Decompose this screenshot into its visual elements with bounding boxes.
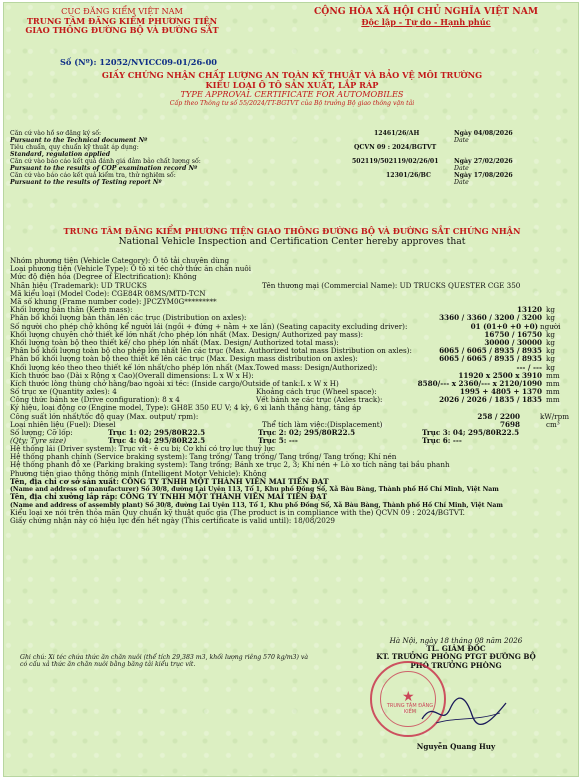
tyre-axle-4: Trục 4: 04; 295/80R22.5 — [108, 436, 206, 446]
spec-section — [10, 257, 570, 525]
spec-label: Khối lượng kéo theo theo thiết kế lớn nhất/cho phép lớn nhất (Max.Towed mass: Design/Authorized): — [10, 362, 378, 372]
spec-label: Vết bánh xe các trục (Axles track): — [256, 395, 383, 405]
signatory-title-1: TL. GIÁM ĐỐC — [426, 644, 486, 654]
commercial-name: Tên thương mại (Commercial Name): UD TRUCKS QUESTER CGE 350 — [262, 280, 521, 290]
engine-model: Ký hiệu, loại động cơ (Engine model, Type): GH8E 350 EU V; 4 kỳ, 6 xi lanh thẳng hàng, tăng áp — [10, 403, 361, 413]
basis-section — [10, 130, 570, 186]
basis-label-en: Pursuant to the Technical document Nº — [10, 137, 148, 144]
basis-date: Ngày 04/08/2026 — [454, 130, 513, 137]
title-line-4: Cấp theo Thông tư số 55/2024/TT-BGTVT của Bộ trưởng Bộ giao thông vận tải — [169, 99, 415, 107]
basis-value: 12301/26/BC — [386, 172, 431, 179]
spec-value: 16750 / 16750 — [484, 329, 542, 339]
basis-label-en: Pursuant to the results of Testing report Nº — [10, 179, 162, 186]
agency-name: CỤC ĐĂNG KIỂM VIỆT NAM — [61, 6, 183, 16]
spec-unit: mm — [546, 370, 560, 380]
spec-value: 7698 — [499, 419, 520, 429]
spec-value: 30000 / 30000 — [484, 337, 542, 347]
manufacturer: Tên, địa chỉ cơ sở sản xuất: CÔNG TY TNHH MỘT THÀNH VIÊN MAI TIẾN ĐẠT — [10, 476, 329, 486]
approval-heading-vn: TRUNG TÂM ĐĂNG KIỂM PHƯƠNG TIỆN GIAO THÔNG ĐƯỜNG BỘ VÀ ĐƯỜNG SẮT CHỨNG NHẬN — [63, 226, 521, 236]
spec-label: Phân bố khối lượng toàn bộ cho phép lớn nhất lên các trục (Max. Authorized total mass Distribution on axles): — [10, 346, 412, 356]
certificate-page — [3, 2, 579, 777]
steering-system: Hệ thống lái (Driver system): Trục vít - ê cu bi; Cơ khí có trợ lực thuỷ lực — [10, 444, 276, 454]
spec-value: 3360 / 3360 / 3200 / 3200 — [439, 313, 542, 323]
certificate-number: Số (Nº): 12052/NVICC09-01/26-00 — [60, 57, 217, 67]
signature — [416, 693, 512, 731]
spec-unit: kg — [546, 329, 555, 339]
basis-label-en: Pursuant to the results of COP examination record Nº — [10, 165, 198, 172]
frame-code: Mã số khung (Frame number code): JPCZYM0G********* — [10, 297, 217, 306]
basis-date: Ngày 17/08/2026 — [454, 172, 513, 179]
service-brake: Hệ thống phanh chính (Service braking system): Tang trống/ Tang trống/ Tang trống/ Tang trống; Khí nén — [10, 452, 397, 462]
compliance: Kiểu loại xe nói trên thỏa mãn Quy chuẩn kỹ thuật quốc gia (The product is in compliance with the) QCVN 09 : 2024/BGTVT. — [10, 508, 465, 518]
spec-value: 6065 / 6065 / 8935 / 8935 — [439, 354, 542, 364]
title-block — [4, 71, 580, 107]
spec-label: Phân bố khối lượng toàn bộ theo thiết kế lên các trục (Max. Design mass distribution on axles): — [10, 354, 358, 364]
spec-label: Khoảng cách trục (Wheel space): — [256, 387, 377, 397]
republic-name: CỘNG HÒA XÃ HỘI CHỦ NGHĨA VIỆT NAM — [314, 6, 538, 17]
title-line-1: GIẤY CHỨNG NHẬN CHẤT LƯỢNG AN TOÀN KỸ THUẬT VÀ BẢO VỆ MÔI TRƯỜNG — [101, 70, 483, 80]
basis-date-en: Date — [454, 165, 469, 172]
motto: Độc lập - Tự do - Hạnh phúc — [361, 16, 491, 27]
vehicle-category: Nhóm phương tiện (Vehicle Category): Ô tô tải chuyên dùng — [10, 256, 230, 265]
spec-value: 2026 / 2026 / 1835 / 1835 — [439, 395, 542, 405]
spec-unit: kg — [546, 346, 555, 356]
spec-unit: kg — [546, 305, 555, 315]
signatory-title-3: PHÓ TRƯỞNG PHÒNG — [410, 660, 502, 670]
manufacturer-address: (Name and address of manufacturer) Số 30/8, đường Lai Uyên 113, Tổ 1, Khu phố Đồng Sổ, Xã Bàu Bàng, Thành phố Hồ Chí Minh, Việt Nam — [10, 486, 499, 494]
footnote: Ghi chú: Xi téc chứa thức ăn chăn nuôi (thể tích 29,383 m3, khối lượng riêng 570 kg/m3) và có cấu xả thức ăn chăn nuôi bằng băng tải kiểu trục vít. — [20, 654, 309, 669]
spec-label: Công thức bánh xe (Drive configuration): 8 x 4 — [10, 395, 180, 405]
spec-label: Thể tích làm việc:(Displacement) — [262, 419, 383, 429]
spec-label: Số lượng; Cỡ lốp: — [10, 428, 73, 438]
issue-date: Hà Nội, ngày 18 tháng 08 năm 2026 — [389, 636, 523, 645]
spec-label: Khối lượng bản thân (Kerb mass): — [10, 305, 133, 315]
spec-value: 8580/--- x 2360/--- x 2120/1090 — [417, 378, 542, 388]
basis-value: QCVN 09 : 2024/BGTVT — [354, 144, 437, 151]
spec-unit: kW/rpm — [540, 411, 570, 421]
spec-value: 01 (01+0 +0 +0) — [470, 321, 538, 331]
assembly-plant: Tên, địa chỉ xưởng lắp ráp: CÔNG TY TNHH MỘT THÀNH VIÊN MAI TIẾN ĐẠT — [10, 492, 328, 502]
basis-row — [10, 172, 570, 186]
title-line-2: KIỂU LOẠI Ô TÔ SẢN XUẤT, LẮP RÁP — [205, 79, 379, 90]
spec-unit: mm — [546, 395, 560, 405]
title-line-3: TYPE APPROVAL CERTIFICATE FOR AUTOMOBILES — [180, 89, 404, 99]
intelligent-vehicle: Phương tiện giao thông thông minh (Intelligent Motor Vehicle): Không — [10, 468, 267, 478]
spec-label: Kích thước lòng thùng chở hàng/bao ngoài xi téc: (Inside cargo/Outside of tank:L x W x H) — [10, 378, 339, 388]
basis-label: Căn cứ vào báo cáo kết quả đánh giá đảm bảo chất lượng số: — [10, 158, 201, 165]
spec-value: --- / --- — [516, 362, 542, 372]
basis-value: 12461/26/AH — [374, 130, 420, 137]
center-name-2: GIAO THÔNG ĐƯỜNG BỘ VÀ ĐƯỜNG SẮT — [25, 25, 219, 35]
basis-date-en: Date — [454, 137, 469, 144]
star-icon: ★ — [402, 689, 415, 705]
basis-label: Tiêu chuẩn, quy chuẩn kỹ thuật áp dụng: — [10, 144, 139, 151]
basis-date: Ngày 27/02/2026 — [454, 158, 513, 165]
spec-unit: cm³ — [546, 419, 560, 429]
approval-heading-en: National Vehicle Inspection and Certification Center hereby approves that — [118, 235, 466, 247]
basis-label-en: Standard, regulation applied — [10, 151, 111, 158]
spec-row — [10, 396, 570, 404]
vehicle-type: Loại phương tiện (Vehicle Type): Ô tô xi téc chở thức ăn chăn nuôi — [10, 264, 252, 274]
basis-label: Căn cứ vào hồ sơ đăng ký số: — [10, 130, 102, 137]
tyre-axle-5: Trục 5: --- — [258, 436, 298, 446]
parking-brake: Hệ thống phanh đỗ xe (Parking braking system): Tang trống; Bánh xe trục 2, 3; Khí nén + Lò xo tích năng tại bầu phanh — [10, 460, 450, 470]
spec-value: 1995 + 4805 + 1370 — [459, 387, 542, 397]
approval-heading — [4, 227, 580, 247]
spec-label: Số trục xe (Quantity axles): 4 — [10, 387, 117, 397]
basis-date-en: Date — [454, 179, 469, 186]
spec-value: 13120 — [516, 305, 542, 315]
spec-label: Kích thước bao (Dài x Rộng x Cao)(Overall dimensions: L x W x H): — [10, 370, 254, 380]
model-code: Mã kiểu loại (Model Code): CGE84R 08MS/MTD-TCN — [10, 288, 206, 298]
stamp-text: TRUNG TÂM ĐĂNG KIỂM — [386, 703, 434, 715]
spec-unit: mm — [546, 378, 560, 388]
spec-value: 6065 / 6065 / 8935 / 8935 — [439, 346, 542, 356]
tyre-axle-1: Trục 1: 02; 295/80R22.5 — [108, 428, 206, 438]
electrification: Mức độ điện hóa (Degree of Electrification): Không — [10, 272, 197, 282]
trademark-row — [10, 282, 570, 290]
trademark: Nhãn hiệu (Trademark): UD TRUCKS — [10, 280, 147, 290]
spec-label: Phân bố khối lượng bản thân lên các trục (Distribution on axles): — [10, 313, 247, 323]
basis-row — [10, 130, 570, 144]
spec-label-en: (Qty; Tyre size) — [10, 436, 67, 446]
signatory-title-2: KT. TRƯỞNG PHÒNG PTGT ĐƯỜNG BỘ — [376, 652, 536, 662]
spec-unit: kg — [546, 362, 555, 372]
spec-label: Loại nhiên liệu (Fuel): Diesel — [10, 419, 116, 429]
header-left — [12, 7, 232, 36]
spec-value: 11920 x 2500 x 3910 — [458, 370, 542, 380]
spec-unit: kg — [546, 337, 555, 347]
assembly-plant-address: (Name and address of assembly plant) Số 30/8, đường Lai Uyên 113, Tổ 1, Khu phố Đồng Sổ, Xã Bàu Bàng, Thành phố Hồ Chí Minh, Việt Nam — [10, 501, 503, 509]
spec-unit: kg — [546, 313, 555, 323]
tyre-axle-3: Trục 3: 04; 295/80R22.5 — [422, 428, 520, 438]
spec-label: Khối lượng toàn bộ theo thiết kế/ cho phép lớn nhất (Max. Design/ Authorized total mass): — [10, 337, 339, 347]
signer-name: Nguyễn Quang Huy — [416, 742, 496, 751]
header-right — [286, 7, 566, 27]
spec-unit: kg — [546, 354, 555, 364]
basis-row — [10, 144, 570, 158]
validity: Giấy chứng nhận này có hiệu lực đến hết ngày (This certificate is valid until): 18/08/2029 — [10, 516, 336, 526]
basis-row — [10, 158, 570, 172]
tyre-rows — [10, 429, 570, 445]
tyre-axle-6: Trục 6: --- — [422, 436, 462, 446]
spec-label: Số người cho phép chở không kể người lái (ngồi + đứng + nằm + xe lăn) (Seating capacity excluding driver): — [10, 321, 408, 331]
center-name-1: TRUNG TÂM ĐĂNG KIỂM PHƯƠNG TIỆN — [26, 15, 218, 26]
basis-label: Căn cứ vào báo cáo kết quả kiểm tra, thử nghiệm số: — [10, 172, 176, 179]
tyre-axle-2: Trục 2: 02; 295/80R22.5 — [258, 428, 356, 438]
spec-unit: người — [540, 321, 561, 331]
spec-value: 258 / 2200 — [477, 411, 520, 421]
spec-unit: mm — [546, 387, 560, 397]
signature-block — [346, 637, 566, 670]
spec-label: Công suất lớn nhất/tốc độ quay (Max. output/ rpm): — [10, 411, 199, 421]
spec-label: Khối lượng chuyên chở thiết kế lớn nhất /cho phép lớn nhất (Max. Design/ Authorized pay mass): — [10, 329, 364, 339]
basis-value: 502119/502119/02/26/01 — [352, 158, 439, 165]
